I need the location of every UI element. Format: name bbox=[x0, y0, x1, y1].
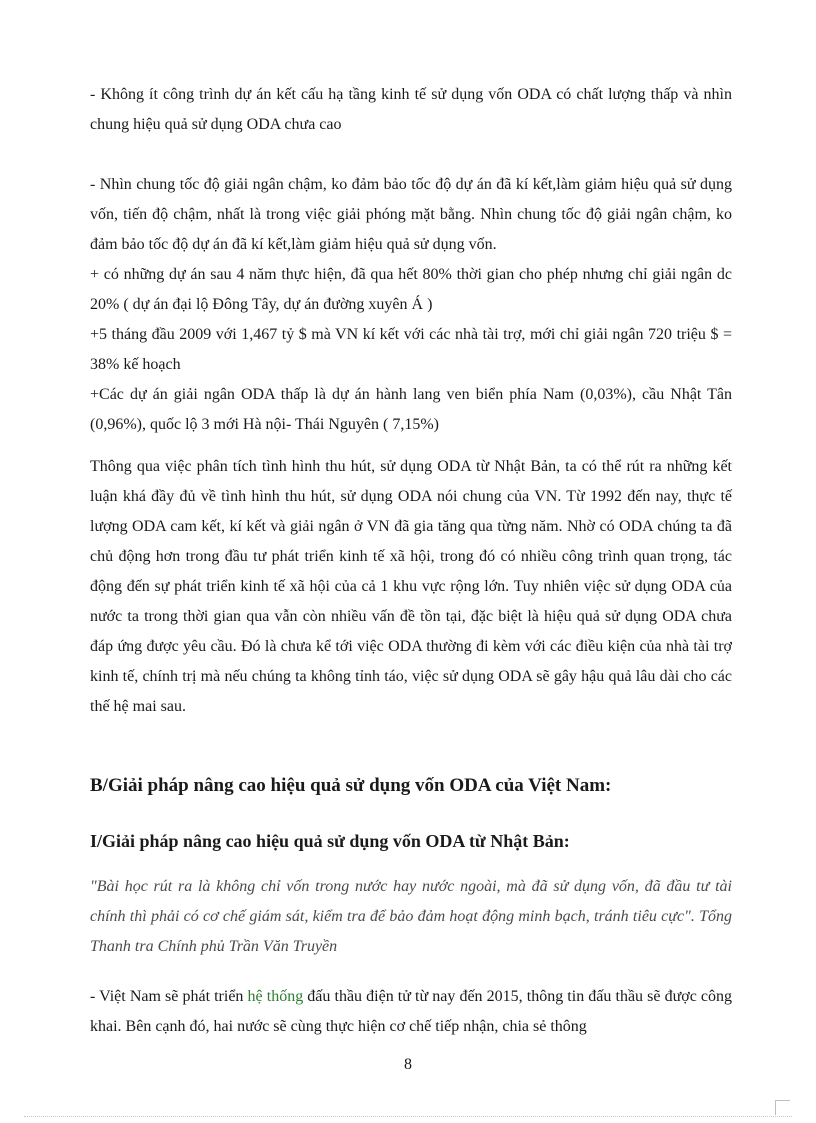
paragraph-low-quality-projects bbox=[90, 80, 732, 140]
paragraph-text: - Không ít công trình dự án kết cấu hạ tầng kinh tế sử dụng vốn ODA có chất lượng thấp và nhìn chung hiệu quả sử dụng ODA chưa cao bbox=[90, 86, 732, 133]
he-thong-link[interactable]: hệ thống bbox=[247, 988, 304, 1005]
page-corner-mark bbox=[775, 1100, 790, 1115]
paragraph-text-before-link: - Việt Nam sẽ phát triển bbox=[90, 988, 248, 1005]
paragraph-text: +Các dự án giải ngân ODA thấp là dự án hành lang ven biển phía Nam (0,03%), cầu Nhật Tân (0,96%), quốc lộ 3 mới Hà nội- Thái Nguyên ( 7,15%) bbox=[90, 386, 732, 433]
paragraph-text: +5 tháng đầu 2009 với 1,467 tỷ $ mà VN kí kết với các nhà tài trợ, mới chỉ giải ngân 720 triệu $ = 38% kế hoạch bbox=[90, 326, 732, 373]
paragraph-text: Thông qua việc phân tích tình hình thu hút, sử dụng ODA từ Nhật Bản, ta có thể rút ra những kết luận khá đầy đủ về tình hình thu hút, sử dụng ODA nói chung của VN. Từ 1992 đến nay, thực tế lượng ODA cam kết, kí kết và giải ngân ở VN đã gia tăng qua từng năm. Nhờ có ODA chúng ta đã chủ động hơn trong đầu tư phát triển kinh tế xã hội, trong đó có nhiều công trình quan trọng, tác động đến sự phát triển kinh tế xã hội của cả 1 khu vực rộng lớn. Tuy nhiên việc sử dụng ODA của nước ta trong thời gian qua vẫn còn nhiều vấn đề tồn tại, đặc biệt là hiệu quả sử dụng ODA chưa đáp ứng được yêu cầu. Đó là chưa kể tới việc ODA thường đi kèm với các điều kiện của nhà tài trợ kinh tế, chính trị mà nếu chúng ta không tỉnh táo, việc sử dụng ODA sẽ gây hậu quả lâu dài cho các thế hệ mai sau. bbox=[90, 458, 732, 715]
paragraph-text bbox=[90, 982, 732, 1042]
paragraph-disbursement-speed bbox=[90, 170, 732, 440]
section-i-heading: I/Giải pháp nâng cao hiệu quả sử dụng vốn ODA từ Nhật Bản: bbox=[90, 831, 570, 851]
paragraph-text-after-link: đấu thầu điện tử từ nay đến 2015, thông tin đấu thầu sẽ được công khai. Bên cạnh đó, hai nước sẽ cùng thực hiện cơ chế tiếp nhận, chia sẻ thông bbox=[90, 988, 733, 1035]
paragraph-e-procurement bbox=[90, 982, 732, 1042]
paragraph-text: - Nhìn chung tốc độ giải ngân chậm, ko đảm bảo tốc độ dự án đã kí kết,làm giảm hiệu quả sử dụng vốn, tiến độ chậm, nhất là trong việc giải phóng mặt bằng. Nhìn chung tốc độ giải ngân chậm, ko đảm bảo tốc độ dự án đã kí kết,làm giảm hiệu quả sử dụng vốn. bbox=[90, 176, 732, 253]
page-bottom-border bbox=[24, 1116, 792, 1117]
page-number: 8 bbox=[404, 1056, 412, 1073]
quote-block: "Bài học rút ra là không chỉ vốn trong nước hay nước ngoài, mà đã sử dụng vốn, đã đầu tư tài chính thì phải có cơ chế giám sát, kiểm tra để bảo đảm hoạt động minh bạch, tránh tiêu cực". Tổng Thanh tra Chính phủ Trần Văn Truyền bbox=[90, 878, 732, 955]
paragraph-conclusion bbox=[90, 452, 732, 722]
paragraph-text: + có những dự án sau 4 năm thực hiện, đã qua hết 80% thời gian cho phép nhưng chỉ giải ngân dc 20% ( dự án đại lộ Đông Tây, dự án đường xuyên Á ) bbox=[90, 266, 732, 313]
section-b-heading: B/Giải pháp nâng cao hiệu quả sử dụng vốn ODA của Việt Nam: bbox=[90, 775, 612, 796]
